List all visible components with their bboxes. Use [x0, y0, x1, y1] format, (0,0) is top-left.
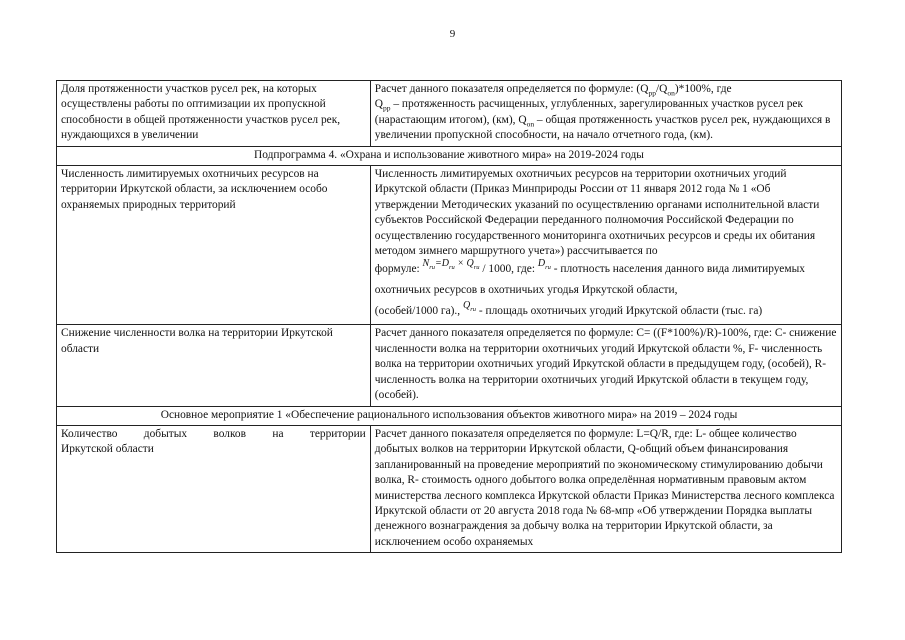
formula-prefix: формуле:	[374, 263, 423, 276]
formula-expression: $N_{ru}=D_{ru} \times Q_{ru}$	[422, 258, 480, 272]
indicator-name-cell: Снижение численности волка на территории Иркутской области	[57, 325, 371, 406]
calculation-method-cell: Расчет данного показателя определяется по формуле: L=Q/R, где: L- общее количество добытых волков на территории Иркутской области, Q-общий объем финансирования запланированный на проведение мероприятий по экономическому стимулированию добычи волка, R- стоимость одного добытого волка определённая нормативным правовым актом министерства лесного комплекса Иркутской области Приказ Министерства лесного комплекса Иркутской области от 20 августа 2018 года № 68-мпр «Об утверждении Порядка выплаты денежного вознаграждения за добычу волка на территории Иркутской области, за исключением особо охраняемых	[370, 425, 841, 552]
formula-line	[375, 301, 837, 322]
symbol-q: $Q_{ru}$	[462, 300, 476, 314]
table-row	[57, 81, 842, 147]
table-row	[57, 325, 842, 406]
indicators-table	[56, 80, 842, 553]
table-row	[57, 146, 842, 165]
subscript: pp	[648, 88, 656, 98]
page-number: 9	[449, 28, 456, 40]
section-heading: Подпрограмма 4. «Охрана и использование животного мира» на 2019-2024 годы	[57, 146, 842, 165]
calculation-method-cell	[370, 81, 841, 147]
calculation-method-cell	[370, 166, 841, 325]
formula-text: – общая протяженность участков русел рек, нуждающихся в увеличении пропускной способности, на начало отчетного года, (км).	[374, 113, 831, 142]
table-row	[57, 425, 842, 552]
subscript: on	[667, 88, 675, 98]
indicator-name-line: Иркутской области	[61, 443, 154, 456]
symbol-description: - площадь охотничьих угодий Иркутской области (тыс. га)	[475, 305, 763, 318]
calculation-method-cell: Расчет данного показателя определяется по формуле: С= ((F*100%)/R)-100%, где: С- снижение численности волка на территории охотничьих угодий Иркутской области %, F- численность волка на территории охотничьих угодий Иркутской области в предыдущем году, (особей), R- численность волка на территории охотничьих угодий Иркутской области в текущем году, (особей).	[370, 325, 841, 406]
formula-text: (особей/1000 га).,	[374, 305, 463, 318]
symbol-d: $D_{ru}$	[537, 258, 551, 272]
indicator-name-line: Количество добытых волков на территории	[61, 427, 366, 440]
symbol-description: - плотность населения данного вида лимитируемых охотничьих ресурсов в охотничьих угодья Иркутской области,	[374, 263, 805, 297]
formula-text: / 1000, где:	[479, 263, 538, 276]
indicator-name-cell: Численность лимитируемых охотничьих ресурсов на территории Иркутской области, за исключением особо охраняемых природных территорий	[57, 166, 371, 325]
table-row	[57, 406, 842, 425]
formula-text: Q	[374, 98, 384, 111]
subscript: pp	[383, 103, 391, 113]
indicator-name-cell: Доля протяженности участков русел рек, на которых осуществлены работы по оптимизации их пропускной способности в общей протяженности участков русел рек, нуждающихся в увеличении	[57, 81, 371, 147]
table-row	[57, 166, 842, 325]
subscript: on	[526, 119, 535, 129]
formula-line	[375, 259, 837, 301]
formula-text: Расчет данного показателя определяется по формуле: (Q	[374, 83, 649, 95]
indicator-name-cell	[57, 425, 371, 552]
formula-text: )*100%, где	[674, 83, 732, 95]
formula-text: – протяженность расчищенных, углубленных, зарегулированных участков русел рек (нарастающим итогом), (км), Q	[374, 98, 804, 126]
section-heading: Основное мероприятие 1 «Обеспечение рационального использования объектов животного мира» на 2019 – 2024 годы	[57, 406, 842, 425]
formula-text: /Q	[655, 83, 668, 95]
method-text: Численность лимитируемых охотничьих ресурсов на территории охотничьих угодий Иркутской области (Приказ Минприроды России от 11 января 2012 года № 1 «Об утверждении Методических указаний по осуществлению органами исполнительной власти субъектов Российской Федерации переданного полномочия Российской Федерации по осуществлению государственного мониторинга охотничьих ресурсов и среды их обитания методом зимнего маршрутного учета») рассчитывается по	[374, 168, 820, 258]
